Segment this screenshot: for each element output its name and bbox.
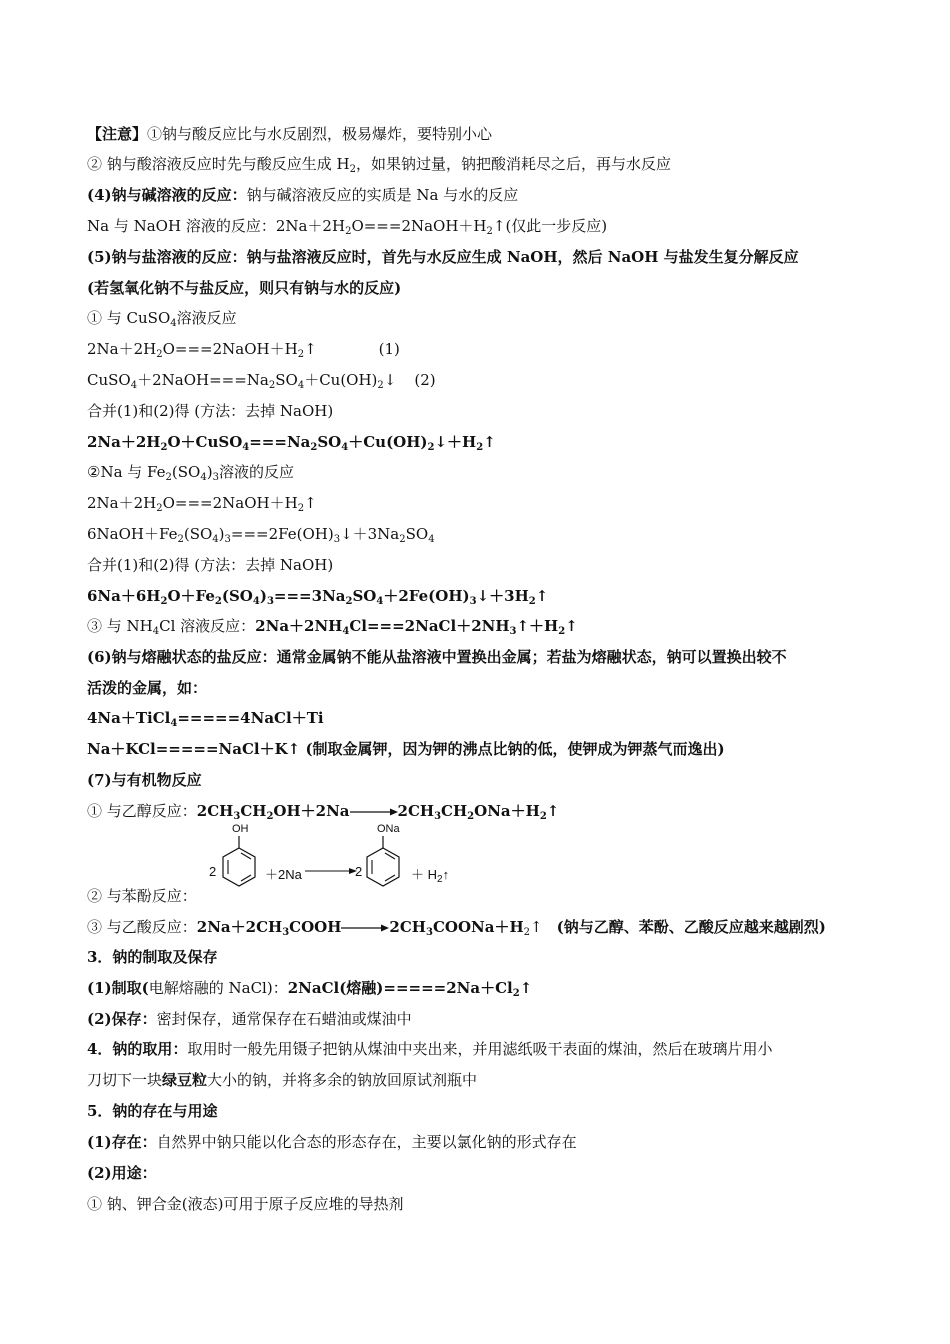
salt-heading-cont: (若氢氧化钠不与盐反应，则只有钠与水的反应) bbox=[87, 279, 402, 297]
combine-line-2: 合并(1)和(2)得 (方法：去掉 NaOH) bbox=[87, 556, 334, 574]
oh-group-label: OH bbox=[232, 823, 249, 835]
acid-note-line: ② 钠与酸溶液反应时先与酸反应生成 $H_2$，如果钠过量，钠把酸消耗尽之后，再与水反应 bbox=[87, 155, 672, 175]
cuso4-title: ① 与 CuSO$_4$溶液反应 bbox=[87, 309, 237, 329]
ethanol-line: ① 与乙醇反应：$2CH_3CH_2OH+2Na$ $2CH_3CH_2ONa+H_2↑$ bbox=[87, 802, 560, 822]
equation-3: $2Na+2H_2O===2NaOH+H_2↑$ bbox=[87, 494, 317, 514]
section-4-line-cont: 刀切下一块绿豆粒大小的钠，并将多余的钠放回原试剂瓶中 bbox=[87, 1071, 478, 1089]
phenol-line-label: ② 与苯酚反应： bbox=[87, 887, 197, 905]
storage-line: (2)保存：密封保存，通常保存在石蜡油或煤油中 bbox=[87, 1010, 412, 1028]
benzene-ring-icon bbox=[363, 836, 403, 894]
reaction-arrow-icon bbox=[341, 923, 389, 933]
equation-4: $6NaOH+Fe_2(SO_4)_3===2Fe(OH)_3↓+3Na_2SO_4$ bbox=[87, 525, 435, 545]
acetic-acid-line: ③ 与乙酸反应：$2Na+2CH_3COOH$ $2CH_3COONa+H_2↑$ (钠与乙醇、苯酚、乙酸反应越来越剧烈) bbox=[87, 918, 826, 938]
fe2so43-title: ②Na 与 $Fe_2(SO_4)_3$溶液的反应 bbox=[87, 463, 294, 483]
uses-item-1: ① 钠、钾合金(液态)可用于原子反应堆的导热剂 bbox=[87, 1195, 404, 1213]
ona-group-label: ONa bbox=[377, 823, 400, 835]
molten-heading-cont: 活泼的金属，如： bbox=[87, 679, 208, 697]
base-heading: (4)钠与碱溶液的反应：钠与碱溶液反应的实质是 Na 与水的反应 bbox=[87, 186, 519, 204]
section-5-heading: 5．钠的存在与用途 bbox=[87, 1102, 218, 1120]
section-3-heading: 3．钠的制取及保存 bbox=[87, 948, 218, 966]
combine-line-1: 合并(1)和(2)得 (方法：去掉 NaOH) bbox=[87, 402, 334, 420]
phenol-coefficient: 2 bbox=[209, 864, 217, 879]
nh4cl-line: ③ 与 $NH_4Cl$ 溶液反应：$2Na+2NH_4Cl===2NaCl+2NH_3↑+H_2↑$ bbox=[87, 617, 578, 637]
preparation-line: (1)制取(电解熔融的 NaCl)：2NaCl(熔融)$=====2Na+Cl_2↑$ bbox=[87, 979, 533, 999]
molten-heading: (6)钠与熔融状态的盐反应：通常金属钠不能从盐溶液中置换出金属；若盐为熔融状态，钠可以置换出较不 bbox=[87, 648, 787, 666]
reaction-arrow-icon bbox=[305, 866, 357, 876]
naoh-equation: Na 与 NaOH 溶液的反应：$2Na+2H_2O===2NaOH+H_2↑$(仅此一步反应) bbox=[87, 217, 608, 237]
uses-heading: (2)用途： bbox=[87, 1164, 157, 1182]
reaction-arrow-icon bbox=[350, 807, 398, 817]
fe-total-equation: $6Na+6H_2O+Fe_2(SO_4)_3===3Na_2SO_4+2Fe(OH)_3↓+3H_2↑$ bbox=[87, 587, 549, 607]
existence-line: (1)存在：自然界中钠只能以化合态的形态存在，主要以氯化钠的形式存在 bbox=[87, 1133, 577, 1151]
cuso4-total-equation: $2Na+2H_2O+CuSO_4===Na_2SO_4+Cu(OH)_2↓+H_2↑$ bbox=[87, 433, 496, 453]
organic-heading: (7)与有机物反应 bbox=[87, 771, 202, 789]
ticl4-equation: 4Na＋TiCl$_4$=====4NaCl＋Ti bbox=[87, 709, 324, 729]
hydrogen-product: ＋ $H_2↑$ bbox=[411, 867, 450, 885]
section-4-line: 4．钠的取用：取用时一般先用镊子把钠从煤油中夹出来，并用滤纸吸干表面的煤油，然后在玻璃片用小 bbox=[87, 1040, 773, 1058]
equation-1: $2Na+2H_2O===2NaOH+H_2↑$ (1) bbox=[87, 340, 400, 360]
kcl-equation: Na＋KCl=====NaCl＋K↑ (制取金属钾，因为钾的沸点比钠的低，使钾成为钾蒸气而逸出) bbox=[87, 740, 725, 758]
equation-2: $CuSO_4+2NaOH===Na_2SO_4+Cu(OH)_2↓$ (2) bbox=[87, 371, 436, 391]
note-line: 【注意】①钠与酸反应比与水反剧烈，极易爆炸，要特别小心 bbox=[87, 125, 493, 143]
plus-sodium: ＋2Na bbox=[265, 867, 302, 882]
salt-heading: (5)钠与盐溶液的反应：钠与盐溶液反应时，首先与水反应生成 NaOH，然后 NaOH 与盐发生复分解反应 bbox=[87, 248, 799, 266]
phenoxide-coefficient: 2 bbox=[355, 864, 363, 879]
benzene-ring-icon bbox=[219, 836, 259, 894]
